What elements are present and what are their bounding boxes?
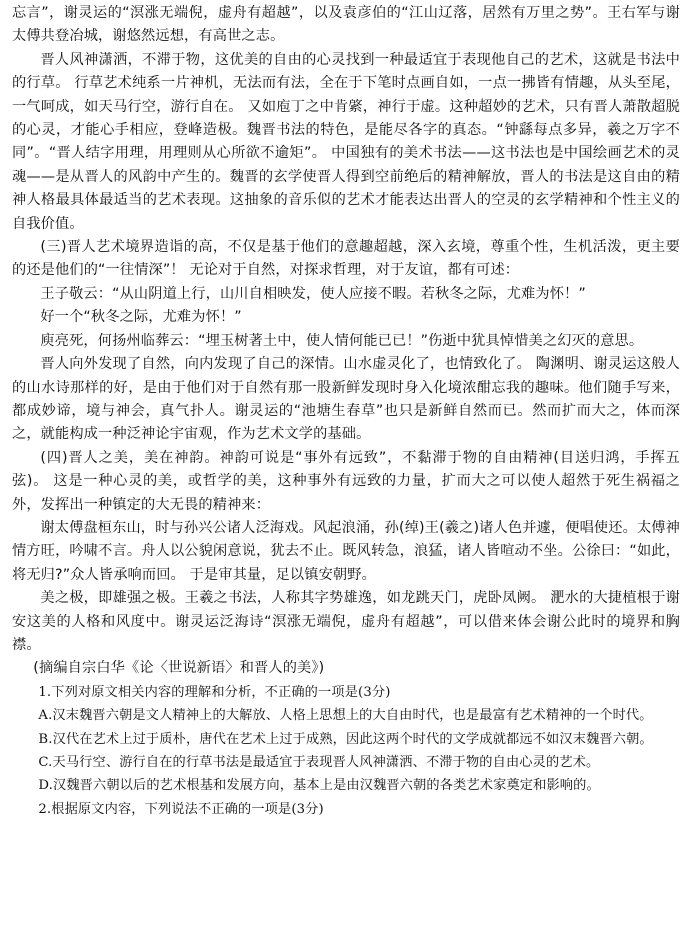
question-2: 2.根据原文内容，下列说法不正确的一项是(3分) bbox=[38, 801, 324, 817]
question-1-option-a: A.汉末魏晋六朝是文人精神上的大解放、人格上思想上的大自由时代，也是最富有艺术精神的一个时代。 bbox=[38, 708, 653, 724]
paragraph-10: 美之极，即雄强之极。王羲之书法，人称其字势雄逸，如龙跳天门，虎卧凤阙。 淝水的大捷植根于谢安这美的人格和风度中。谢灵运泛海诗“溟涨无端倪，虚舟有超越”，可以借来体会谢公此时的境界和胸襟。 bbox=[12, 590, 680, 653]
question-1-option-d: D.汉魏晋六朝以后的艺术根基和发展方向，基本上是由汉魏晋六朝的各类艺术家奠定和影响的。 bbox=[38, 778, 600, 794]
source-citation: (摘编自宗白华《论〈世说新语〉和晋人的美》) bbox=[33, 660, 325, 677]
paragraph-3: (三)晋人艺术境界造诣的高，不仅是基于他们的意趣超越，深入玄境，尊重个性，生机活泼，更主要的还是他们的“一往情深”！ 无论对于自然，对探求哲理，对于友谊，都有可述： bbox=[12, 239, 680, 279]
question-1-option-c: C.天马行空、游行自在的行草书法是最适宜于表现晋人风神潇洒、不滞于物的自由心灵的艺术。 bbox=[38, 755, 600, 770]
question-1-option-b: B.汉代在艺术上过于质朴，唐代在艺术上过于成熟，因此这两个时代的文学成就都远不如汉末魏晋六朝。 bbox=[38, 731, 653, 747]
paragraph-4: 王子敬云：“从山阴道上行，山川自相映发，使人应接不暇。若秋冬之际，尤难为怀！” bbox=[40, 285, 586, 302]
paragraph-2: 晋人风神潇洒，不滞于物，这优美的自由的心灵找到一种最适宜于表现他自己的艺术，这就是书法中的行草。 行草艺术纯系一片神机，无法而有法，全在于下笔时点画自如，一点一拂皆有情趣，从头至尾，一气呵成，如天马行空，游行自在。 又如庖丁之中肯綮，神行于虚。这种超妙的艺术，只有晋人萧散超脱的心灵，才能心手相应，登峰造极。魏晋书法的特色，是能尽各字的真态。“钟繇每点多异，羲之万字不同”。“晋人结字用理，用理则从心所欲不逾矩”。 中国独有的美术书法——这书法也是中国绘画艺术的灵魂——是从晋人的风韵中产生的。魏晋的玄学使晋人得到空前绝后的精神解放，晋人的书法是这自由的精神人格最具体最适当的艺术表现。这抽象的音乐似的艺术才能表达出晋人的空灵的玄学精神和个性主义的自我价值。 bbox=[12, 51, 680, 232]
paragraph-9: 谢太傅盘桓东山，时与孙兴公诸人泛海戏。风起浪涌，孙(绰)王(羲之)诸人色并遽，便唱使还。太傅神情方旺，吟啸不言。舟人以公貌闲意说，犹去不止。既风转急，浪猛，诸人皆喧动不坐。公徐曰：“如此，将无归?”众人皆承响而回。 于是审其量，足以镇安朝野。 bbox=[12, 519, 680, 583]
paragraph-1: 忘言”，谢灵运的“溟涨无端倪，虚舟有超越”，以及袁彦伯的“江山辽落，居然有万里之势”。王右军与谢太傅共登冶城，谢悠然远想，有高世之志。 bbox=[12, 5, 680, 45]
question-1: 1.下列对原文相关内容的理解和分析，不正确的一项是(3分) bbox=[38, 684, 391, 700]
paragraph-5: 好一个“秋冬之际，尤难为怀！” bbox=[40, 309, 242, 326]
paragraph-8: (四)晋人之美，美在神韵。神韵可说是“事外有远致”，不黏滞于物的自由精神(目送归鸿，手挥五弦)。 这是一种心灵的美，或哲学的美，这种事外有远致的力量，扩而大之可以使人超然于死生祸福之外，发挥出一种镇定的大无畏的精神来： bbox=[12, 449, 680, 513]
paragraph-7: 晋人向外发现了自然，向内发现了自己的深情。山水虚灵化了，也情致化了。 陶渊明、谢灵运这般人的山水诗那样的好，是由于他们对于自然有那一股新鲜发现时身入化境浓酣忘我的趣味。他们随手写来，都成妙谛，境与神会，真气扑人。谢灵运的“池塘生春草”也只是新鲜自然而已。然而扩而大之，体而深之，就能构成一种泛神论宇宙观，作为艺术文学的基础。 bbox=[12, 356, 680, 443]
paragraph-6: 庾亮死，何扬州临葬云：“埋玉树著土中，使人情何能已已！”伤逝中犹具悼惜美之幻灭的意思。 bbox=[40, 332, 644, 349]
